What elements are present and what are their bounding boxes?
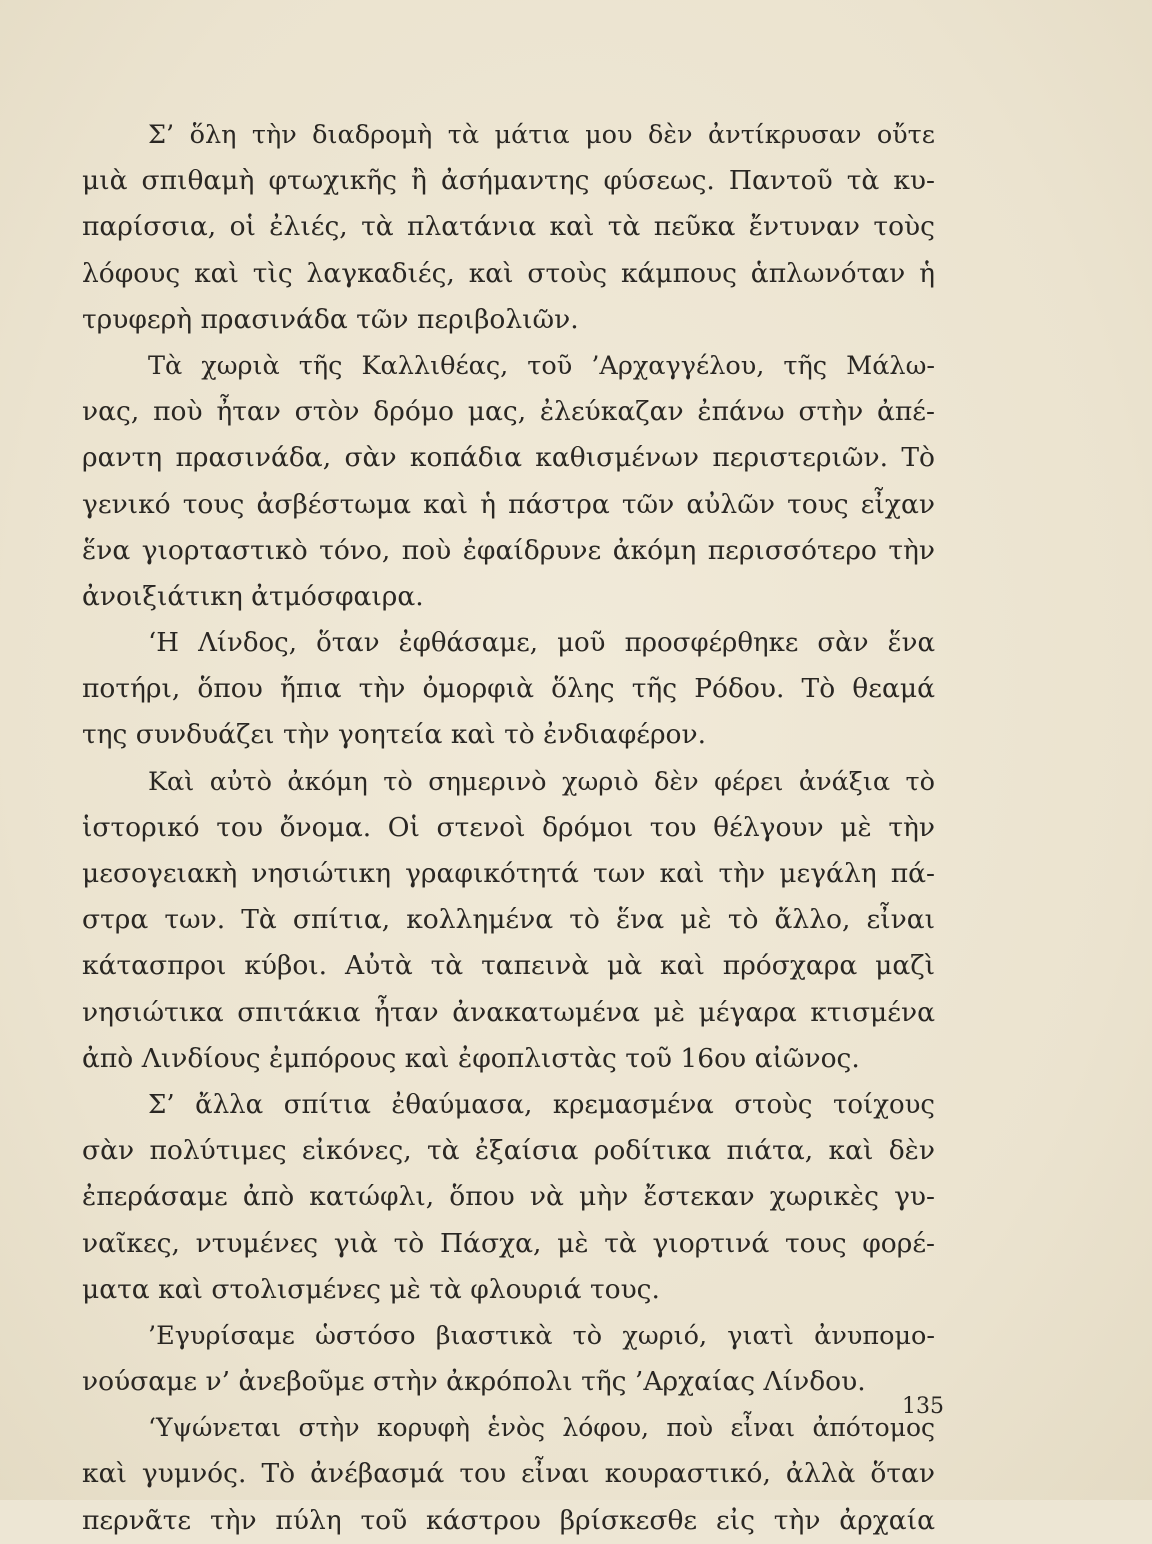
text-line: ἀπὸ Λινδίους ἐμπόρους καὶ ἐφοπλιστὰς τοῦ 16ου αἰῶνος. — [82, 1042, 860, 1074]
text-line: σὰν πολύτιμες εἰκόνες, τὰ ἐξαίσια ροδίτικα πιάτα, καὶ δὲν — [82, 1135, 935, 1167]
text-line: περνᾶτε τὴν πύλη τοῦ κάστρου βρίσκεσθε εἰς τὴν ἀρχαία — [82, 1504, 935, 1536]
text-line: ‘Η Λίνδος, ὅταν ἐφθάσαμε, μοῦ προσφέρθηκε σὰν ἕνα — [148, 628, 935, 659]
text-line: ἐπεράσαμε ἀπὸ κατώφλι, ὅπου νὰ μὴν ἔστεκαν χωρικὲς γυ- — [82, 1181, 935, 1213]
text-line: κάτασπροι κύβοι. Αὐτὰ τὰ ταπεινὰ μὰ καὶ πρόσχαρα μαζὶ — [82, 950, 935, 982]
text-line: ἀνοιξιάτικη ἀτμόσφαιρα. — [82, 580, 424, 612]
text-line: νας, ποὺ ἦταν στὸν δρόμο μας, ἐλεύκαζαν ἐπάνω στὴν ἀπέ- — [82, 396, 935, 428]
text-line: στρα των. Τὰ σπίτια, κολλημένα τὸ ἕνα μὲ τὸ ἄλλο, εἶναι — [82, 904, 935, 936]
text-line: Τὰ χωριὰ τῆς Καλλιθέας, τοῦ ’Αρχαγγέλου, τῆς Μάλω- — [148, 350, 935, 381]
text-line: ναῖκες, ντυμένες γιὰ τὸ Πάσχα, μὲ τὰ γιορτινά τους φορέ- — [82, 1227, 935, 1259]
text-line: νούσαμε ν’ ἀνεβοῦμε στὴν ἀκρόπολι τῆς ’Αρχαίας Λίνδου. — [82, 1366, 866, 1398]
text-line: ματα καὶ στολισμένες μὲ τὰ φλουριά τους. — [82, 1273, 660, 1305]
text-line: καὶ γυμνός. Τὸ ἀνέβασμά του εἶναι κουραστικό, ἀλλὰ ὅταν — [82, 1458, 935, 1490]
text-line: ἕνα γιορταστικὸ τόνο, ποὺ ἐφαίδρυνε ἀκόμη περισσότερο τὴν — [82, 534, 935, 566]
text-line: Καὶ αὐτὸ ἀκόμη τὸ σημερινὸ χωριὸ δὲν φέρει ἀνάξια τὸ — [148, 766, 935, 797]
text-line: ραντη πρασινάδα, σὰν κοπάδια καθισμένων περιστεριῶν. Τὸ — [82, 442, 935, 474]
text-line: νησιώτικα σπιτάκια ἦταν ἀνακατωμένα μὲ μέγαρα κτισμένα — [82, 996, 935, 1028]
body-text — [82, 112, 935, 1544]
paragraph — [82, 1313, 935, 1405]
page-number: 135 — [902, 1394, 944, 1419]
text-line: λόφους καὶ τὶς λαγκαδιές, καὶ στοὺς κάμπους ἁπλωνόταν ἡ — [82, 257, 935, 289]
text-line: ποτήρι, ὅπου ἤπια τὴν ὀμορφιὰ ὅλης τῆς Ρόδου. Τὸ θεαμά — [82, 673, 935, 705]
text-line: τρυφερὴ πρασινάδα τῶν περιβολιῶν. — [82, 303, 579, 335]
text-line: της συνδυάζει τὴν γοητεία καὶ τὸ ἐνδιαφέρον. — [82, 719, 707, 751]
paragraph — [82, 343, 935, 620]
text-line: Σ’ ἄλλα σπίτια ἐθαύμασα, κρεμασμένα στοὺς τοίχους — [148, 1089, 935, 1120]
paragraph — [82, 620, 935, 759]
text-line: Σ’ ὅλη τὴν διαδρομὴ τὰ μάτια μου δὲν ἀντίκρυσαν οὔτε — [148, 120, 935, 150]
text-line: ’Εγυρίσαμε ὡστόσο βιαστικὰ τὸ χωριό, γιατὶ ἀνυπομο- — [148, 1320, 935, 1351]
paragraph — [82, 759, 935, 1082]
paragraph — [82, 1082, 935, 1313]
text-line: ‘Υψώνεται στὴν κορυφὴ ἑνὸς λόφου, ποὺ εἶναι ἀπότομος — [148, 1413, 935, 1443]
text-line: μιὰ σπιθαμὴ φτωχικῆς ἢ ἀσήμαντης φύσεως. Παντοῦ τὰ κυ- — [82, 165, 935, 197]
text-line: γενικό τους ἀσβέστωμα καὶ ἡ πάστρα τῶν αὐλῶν τους εἶχαν — [82, 488, 935, 520]
text-line: παρίσσια, οἱ ἐλιές, τὰ πλατάνια καὶ τὰ πεῦκα ἔντυναν τοὺς — [82, 211, 935, 243]
text-line: ἱστορικό του ὄνομα. Οἱ στενοὶ δρόμοι του θέλγουν μὲ τὴν — [82, 811, 935, 843]
text-line: μεσογειακὴ νησιώτικη γραφικότητά των καὶ τὴν μεγάλη πά- — [82, 858, 935, 889]
paragraph — [82, 1405, 935, 1544]
paragraph — [82, 112, 935, 343]
